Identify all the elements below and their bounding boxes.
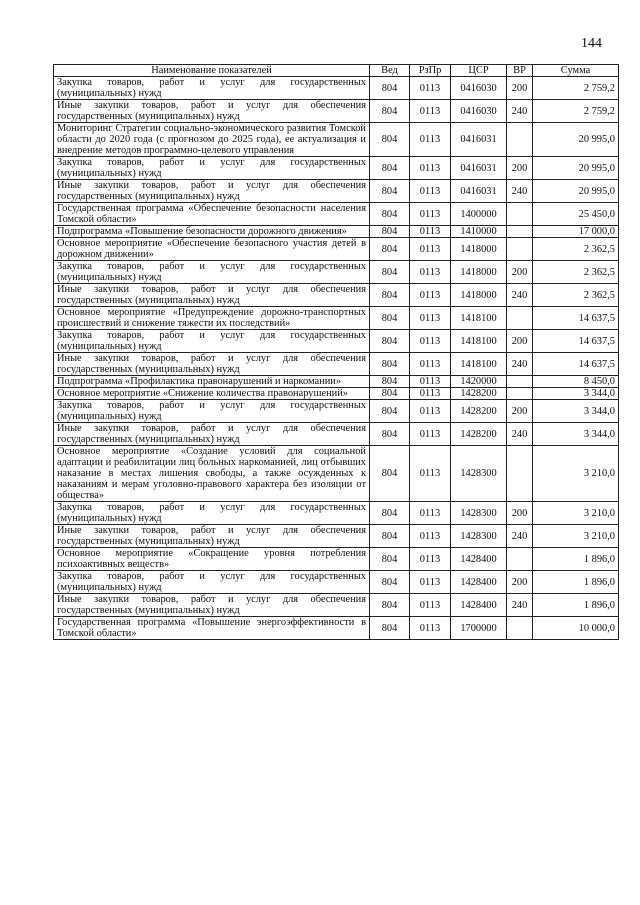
row-name: Основное мероприятие «Создание условий для социальной адаптации и реабилитации лиц больных наркоманией, лиц отбывших наказание в местах лишения свободы, а также осужденных к наказаниям и мерам уголовно-правового характера без изоляции от общества» [54, 446, 370, 502]
row-vr: 240 [507, 353, 533, 376]
row-sum: 1 896,0 [533, 571, 619, 594]
table-row [54, 617, 619, 640]
row-vr: 200 [507, 400, 533, 423]
row-rzpr: 0113 [410, 423, 451, 446]
table-row [54, 423, 619, 446]
header-rzpr: РзПр [410, 65, 451, 77]
row-name: Иные закупки товаров, работ и услуг для обеспечения государственных (муниципальных) нужд [54, 180, 370, 203]
row-rzpr: 0113 [410, 617, 451, 640]
row-sum: 3 210,0 [533, 446, 619, 502]
row-csr: 1428200 [451, 423, 507, 446]
row-vr [507, 446, 533, 502]
row-ved: 804 [370, 502, 410, 525]
row-sum: 1 896,0 [533, 594, 619, 617]
table-row [54, 307, 619, 330]
row-vr [507, 617, 533, 640]
row-csr: 1418000 [451, 261, 507, 284]
row-rzpr: 0113 [410, 307, 451, 330]
row-ved: 804 [370, 238, 410, 261]
row-sum: 2 362,5 [533, 284, 619, 307]
row-vr [507, 388, 533, 400]
row-rzpr: 0113 [410, 77, 451, 100]
row-name: Закупка товаров, работ и услуг для государственных (муниципальных) нужд [54, 157, 370, 180]
row-sum: 8 450,0 [533, 376, 619, 388]
row-vr [507, 203, 533, 226]
row-sum: 3 344,0 [533, 400, 619, 423]
header-vr: ВР [507, 65, 533, 77]
row-csr: 0416031 [451, 123, 507, 157]
row-vr: 200 [507, 77, 533, 100]
row-csr: 1428200 [451, 400, 507, 423]
row-csr: 1418000 [451, 284, 507, 307]
row-csr: 1428300 [451, 446, 507, 502]
header-name: Наименование показателей [54, 65, 370, 77]
row-rzpr: 0113 [410, 400, 451, 423]
row-ved: 804 [370, 284, 410, 307]
row-name: Закупка товаров, работ и услуг для государственных (муниципальных) нужд [54, 502, 370, 525]
row-sum: 2 362,5 [533, 261, 619, 284]
row-csr: 1428400 [451, 594, 507, 617]
table-row [54, 238, 619, 261]
row-rzpr: 0113 [410, 157, 451, 180]
row-vr: 200 [507, 157, 533, 180]
row-vr: 240 [507, 180, 533, 203]
row-ved: 804 [370, 100, 410, 123]
row-ved: 804 [370, 548, 410, 571]
table-row [54, 502, 619, 525]
row-ved: 804 [370, 388, 410, 400]
row-name: Закупка товаров, работ и услуг для государственных (муниципальных) нужд [54, 400, 370, 423]
row-sum: 17 000,0 [533, 226, 619, 238]
table-row [54, 376, 619, 388]
row-rzpr: 0113 [410, 203, 451, 226]
row-csr: 1418100 [451, 353, 507, 376]
row-vr: 200 [507, 330, 533, 353]
table-row [54, 353, 619, 376]
table-row [54, 123, 619, 157]
table-row [54, 571, 619, 594]
row-rzpr: 0113 [410, 100, 451, 123]
row-ved: 804 [370, 525, 410, 548]
row-ved: 804 [370, 180, 410, 203]
table-header-row [54, 65, 619, 77]
row-vr: 240 [507, 100, 533, 123]
row-csr: 1428400 [451, 548, 507, 571]
row-rzpr: 0113 [410, 238, 451, 261]
row-name: Подпрограмма «Профилактика правонарушений и наркомании» [54, 376, 370, 388]
row-name: Иные закупки товаров, работ и услуг для обеспечения государственных (муниципальных) нужд [54, 353, 370, 376]
row-sum: 3 210,0 [533, 525, 619, 548]
table-row [54, 284, 619, 307]
row-ved: 804 [370, 423, 410, 446]
table-row [54, 180, 619, 203]
header-csr: ЦСР [451, 65, 507, 77]
row-rzpr: 0113 [410, 571, 451, 594]
row-rzpr: 0113 [410, 226, 451, 238]
row-csr: 1428300 [451, 525, 507, 548]
row-vr: 240 [507, 423, 533, 446]
row-csr: 1400000 [451, 203, 507, 226]
table-row [54, 157, 619, 180]
row-vr [507, 123, 533, 157]
row-sum: 10 000,0 [533, 617, 619, 640]
row-vr: 200 [507, 502, 533, 525]
row-ved: 804 [370, 261, 410, 284]
row-sum: 14 637,5 [533, 307, 619, 330]
row-name: Закупка товаров, работ и услуг для государственных (муниципальных) нужд [54, 571, 370, 594]
row-ved: 804 [370, 594, 410, 617]
row-sum: 2 362,5 [533, 238, 619, 261]
row-vr [507, 238, 533, 261]
row-name: Подпрограмма «Повышение безопасности дорожного движения» [54, 226, 370, 238]
row-csr: 1428300 [451, 502, 507, 525]
row-name: Иные закупки товаров, работ и услуг для обеспечения государственных (муниципальных) нужд [54, 100, 370, 123]
row-sum: 3 344,0 [533, 388, 619, 400]
row-csr: 0416031 [451, 180, 507, 203]
table-row [54, 548, 619, 571]
row-sum: 2 759,2 [533, 100, 619, 123]
row-csr: 1418000 [451, 238, 507, 261]
row-csr: 0416031 [451, 157, 507, 180]
row-csr: 1428200 [451, 388, 507, 400]
row-ved: 804 [370, 77, 410, 100]
row-ved: 804 [370, 571, 410, 594]
row-csr: 1410000 [451, 226, 507, 238]
row-name: Иные закупки товаров, работ и услуг для обеспечения государственных (муниципальных) нужд [54, 525, 370, 548]
row-csr: 1418100 [451, 330, 507, 353]
row-vr [507, 307, 533, 330]
row-name: Мониторинг Стратегии социально-экономического развития Томской области до 2020 года (с прогнозом до 2025 года), ее актуализация и внедрение методов программно-целевого управления [54, 123, 370, 157]
row-name: Иные закупки товаров, работ и услуг для обеспечения государственных (муниципальных) нужд [54, 423, 370, 446]
row-ved: 804 [370, 617, 410, 640]
row-sum: 25 450,0 [533, 203, 619, 226]
row-vr [507, 226, 533, 238]
row-sum: 3 210,0 [533, 502, 619, 525]
row-name: Основное мероприятие «Снижение количества правонарушений» [54, 388, 370, 400]
row-ved: 804 [370, 307, 410, 330]
budget-table [53, 64, 619, 640]
row-rzpr: 0113 [410, 594, 451, 617]
row-name: Основное мероприятие «Обеспечение безопасного участия детей в дорожном движении» [54, 238, 370, 261]
row-vr [507, 548, 533, 571]
row-ved: 804 [370, 330, 410, 353]
row-vr: 200 [507, 571, 533, 594]
row-name: Иные закупки товаров, работ и услуг для обеспечения государственных (муниципальных) нужд [54, 594, 370, 617]
row-rzpr: 0113 [410, 353, 451, 376]
row-name: Закупка товаров, работ и услуг для государственных (муниципальных) нужд [54, 330, 370, 353]
row-rzpr: 0113 [410, 180, 451, 203]
row-sum: 20 995,0 [533, 157, 619, 180]
row-name: Основное мероприятие «Предупреждение дорожно-транспортных происшествий и снижение тяжести их последствий» [54, 307, 370, 330]
table-row [54, 226, 619, 238]
row-rzpr: 0113 [410, 446, 451, 502]
row-ved: 804 [370, 123, 410, 157]
row-name: Государственная программа «Обеспечение безопасности населения Томской области» [54, 203, 370, 226]
row-csr: 1420000 [451, 376, 507, 388]
table-row [54, 330, 619, 353]
row-name: Основное мероприятие «Сокращение уровня потребления психоактивных веществ» [54, 548, 370, 571]
table-row [54, 400, 619, 423]
row-rzpr: 0113 [410, 330, 451, 353]
row-rzpr: 0113 [410, 123, 451, 157]
row-name: Государственная программа «Повышение энергоэффективности в Томской области» [54, 617, 370, 640]
header-ved: Вед [370, 65, 410, 77]
row-rzpr: 0113 [410, 376, 451, 388]
table-row [54, 388, 619, 400]
row-ved: 804 [370, 446, 410, 502]
row-vr [507, 376, 533, 388]
row-vr: 240 [507, 594, 533, 617]
row-csr: 1418100 [451, 307, 507, 330]
row-sum: 2 759,2 [533, 77, 619, 100]
table-row [54, 594, 619, 617]
table-row [54, 203, 619, 226]
row-vr: 200 [507, 261, 533, 284]
row-ved: 804 [370, 400, 410, 423]
row-vr: 240 [507, 525, 533, 548]
row-name: Закупка товаров, работ и услуг для государственных (муниципальных) нужд [54, 77, 370, 100]
page-number: 144 [581, 36, 602, 51]
row-rzpr: 0113 [410, 261, 451, 284]
table-row [54, 525, 619, 548]
row-csr: 0416030 [451, 100, 507, 123]
row-sum: 14 637,5 [533, 330, 619, 353]
table-body [54, 77, 619, 640]
row-rzpr: 0113 [410, 525, 451, 548]
table-row [54, 261, 619, 284]
row-vr: 240 [507, 284, 533, 307]
table-row [54, 100, 619, 123]
row-ved: 804 [370, 203, 410, 226]
row-csr: 1700000 [451, 617, 507, 640]
row-sum: 20 995,0 [533, 180, 619, 203]
row-csr: 1428400 [451, 571, 507, 594]
row-rzpr: 0113 [410, 502, 451, 525]
row-ved: 804 [370, 226, 410, 238]
row-csr: 0416030 [451, 77, 507, 100]
row-name: Иные закупки товаров, работ и услуг для обеспечения государственных (муниципальных) нужд [54, 284, 370, 307]
row-rzpr: 0113 [410, 548, 451, 571]
header-sum: Сумма [533, 65, 619, 77]
row-rzpr: 0113 [410, 388, 451, 400]
row-sum: 1 896,0 [533, 548, 619, 571]
row-ved: 804 [370, 376, 410, 388]
row-sum: 14 637,5 [533, 353, 619, 376]
row-ved: 804 [370, 157, 410, 180]
row-name: Закупка товаров, работ и услуг для государственных (муниципальных) нужд [54, 261, 370, 284]
row-sum: 20 995,0 [533, 123, 619, 157]
row-rzpr: 0113 [410, 284, 451, 307]
table-row [54, 446, 619, 502]
row-ved: 804 [370, 353, 410, 376]
table-row [54, 77, 619, 100]
row-sum: 3 344,0 [533, 423, 619, 446]
